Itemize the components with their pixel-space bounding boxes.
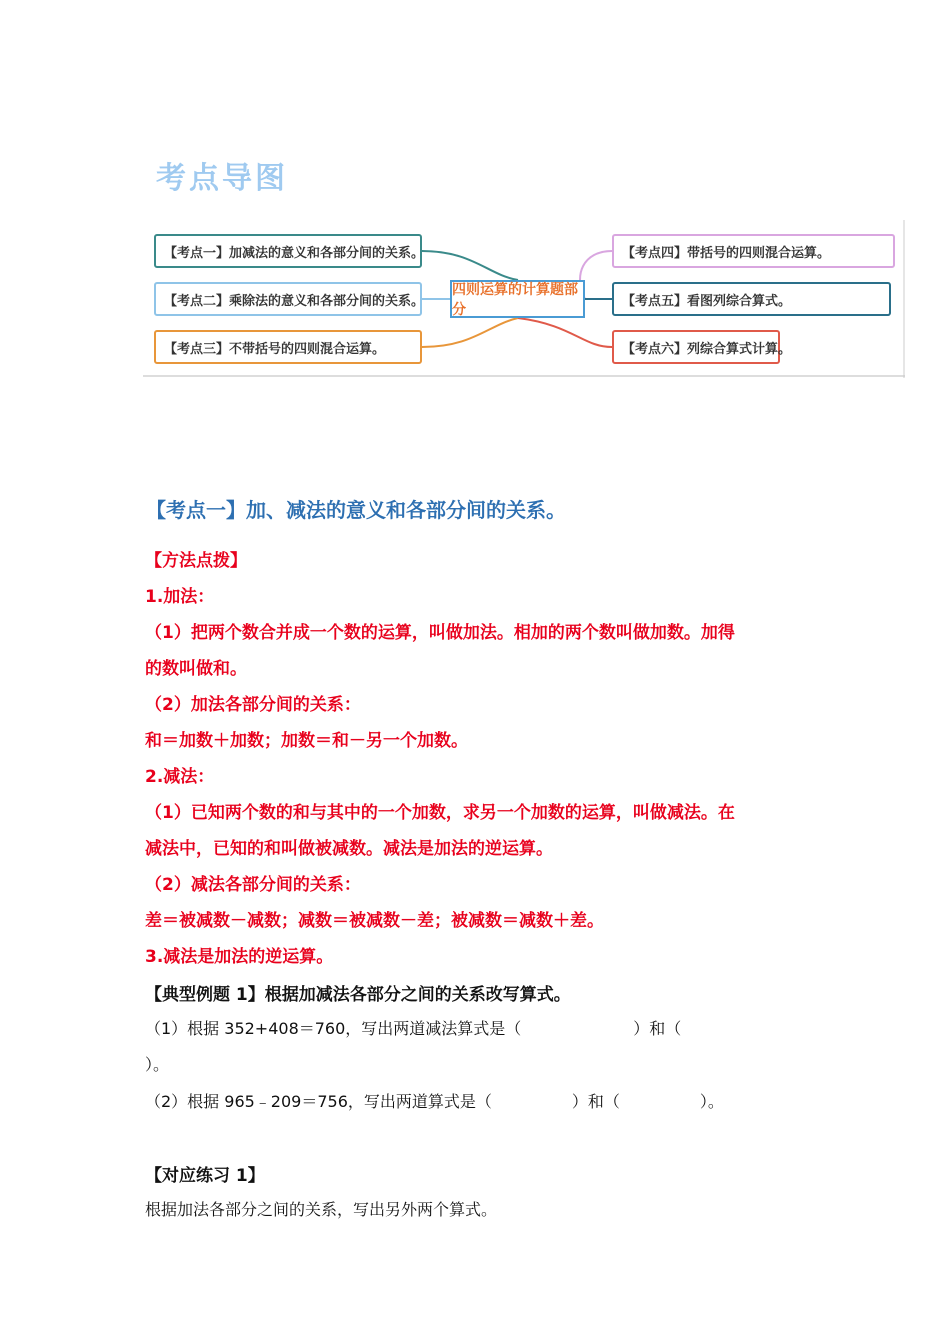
section-title: 【考点一】加、减法的意义和各部分间的关系。 <box>146 498 566 522</box>
mindmap-heading: 考点导图 <box>156 161 288 196</box>
mindmap-node-2: 【考点二】乘除法的意义和各部分间的关系。 <box>154 282 422 316</box>
method-line: （1）已知两个数的和与其中的一个加数，求另一个加数的运算，叫做减法。在 <box>145 803 735 823</box>
mindmap <box>143 220 905 378</box>
practice-title: 【对应练习 1】 <box>145 1166 265 1186</box>
mindmap-node-1: 【考点一】加减法的意义和各部分间的关系。 <box>154 234 422 268</box>
practice-text: 根据加法各部分之间的关系，写出另外两个算式。 <box>145 1200 498 1219</box>
method-line: 2.减法： <box>145 767 215 787</box>
method-line: （2）减法各部分间的关系： <box>145 875 361 895</box>
method-line: （2）加法各部分间的关系： <box>145 695 361 715</box>
example-line: （1）根据 352+408＝760，写出两道减法算式是（ ）和（ <box>145 1019 682 1038</box>
method-line: 的数叫做和。 <box>145 659 247 679</box>
example-line: （2）根据 965﹣209＝756，写出两道算式是（ ）和（ ）。 <box>145 1092 724 1111</box>
method-line: 1.加法： <box>145 587 215 607</box>
mindmap-node-4: 【考点四】带括号的四则混合运算。 <box>612 234 895 268</box>
method-label: 【方法点拨】 <box>145 551 247 571</box>
example-title: 【典型例题 1】根据加减法各部分之间的关系改写算式。 <box>145 985 571 1005</box>
method-line: （1）把两个数合并成一个数的运算，叫做加法。相加的两个数叫做加数。加得 <box>145 623 735 643</box>
method-line: 3.减法是加法的逆运算。 <box>145 947 334 967</box>
mindmap-node-6: 【考点六】列综合算式计算。 <box>612 330 780 364</box>
mindmap-node-5: 【考点五】看图列综合算式。 <box>612 282 891 316</box>
mindmap-center: 四则运算的计算题部分 <box>450 280 585 318</box>
example-line: ）。 <box>145 1055 170 1074</box>
method-line: 差＝被减数－减数；减数＝被减数－差；被减数＝减数＋差。 <box>145 911 604 931</box>
method-line: 和＝加数＋加数；加数＝和－另一个加数。 <box>145 731 468 751</box>
mindmap-node-3: 【考点三】不带括号的四则混合运算。 <box>154 330 422 364</box>
method-line: 减法中，已知的和叫做被减数。减法是加法的逆运算。 <box>145 839 553 859</box>
